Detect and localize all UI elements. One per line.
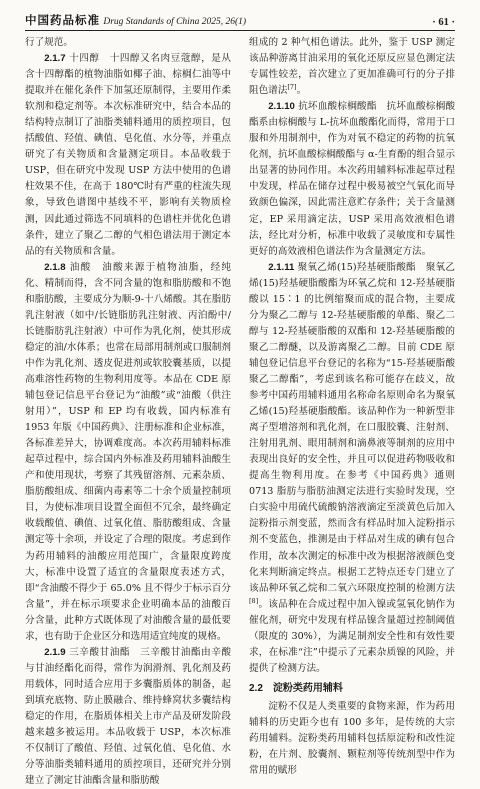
journal-title-en: Drug Standards of China 2025, 26(1) [103, 17, 247, 27]
journal-title-cn: 中国药品标准 [25, 13, 100, 27]
paragraph-continuation [249, 35, 455, 99]
section-number: 2.1.9 [44, 646, 66, 658]
section-text: 聚氧乙烯(15)羟基硬脂酸酯 聚氧乙烯(15)羟基硬脂酸酯为环氧乙烷和 12-羟基硬脂酸以 15∶1 的比例缩聚而成的混合物，主要成分为聚乙二醇与 12-羟基硬脂酸的单酯、聚乙二醇与 12-羟基硬脂酸的双酯和 12-羟基硬脂酸的聚乙二醇醚，以及游离聚乙二醇。目前 CDE 原辅包登记信息平台登记的名称为“15-羟基硬脂酸聚乙二醇酯”，考虑到该名称可能存在歧义，故参考中国药用辅料通用名称命名原则命名为聚氧乙烯(15)羟基硬脂酸酯。该品种作为一种新型非离子型增溶剂和乳化剂，在口服胶囊、注射剂、注射用乳剂、眼用制剂和滴鼻液等制剂的应用中表现出良好的安全性，并且可以促进药物吸收和提高生物利用度。在参考《中国药典》通则 0713 脂肪与脂肪油测定法进行实验时发现，空白实验中用硫代硫酸钠溶液滴定至淡黄色后加入淀粉指示剂变蓝，然而含有样品时加入淀粉指示剂不变蓝色，推测是由于样品对生成的碘有包合作用，故本次测定的标准中改为根据溶液颜色变化来判断滴定终点。根据工艺特点还专门建立了该品种环氧乙烷和二氧六环限度控制的检测方法 [249, 261, 455, 594]
section-text: 油酸 油酸来源于植物油脂，经纯化、精制而得，含不同含量的饱和脂肪酸和不饱和脂肪酸，主要成分为顺-9-十八烯酸。其在脂肪乳注射液（如中/长链脂肪乳注射液、丙泊酚中/长链脂肪乳注射液）中可作为乳化剂，使其形成稳定的油/水体系；也常在局部用制剂或口服制剂中作为乳化剂、透皮促进剂或软胶囊基质，以提高难溶性药物的生物利用度等。本品在 CDE 原辅包登记信息平台登记为“油酸”或“油酸（供注射用）”，USP 和 EP 均有收载，国内标准有 1953 年版《中国药典》、注册标准和企业标准，各标准差异大，协调难度高。本次药用辅料标准起草过程中，综合国内外标准及药用辅料油酸生产和使用现状，考察了其残留溶剂、元素杂质、脂肪酸组成、细菌内毒素等二十余个质量控制项目，为使标准项目设置全面但不冗余，最终确定收载酸值、碘值、过氧化值、脂肪酸组成、含量测定等十余项，并设定了合理的限度。考虑到作为药用辅料的油酸应用范围广，含量限度跨度大，标准中设置了适宜的含量限度表述方式，即“含油酸不得少于 65.0% 且不得少于标示百分含量”，并在标示项要求企业明确本品的油酸百分含量，此种方式既体现了对油酸含量的最低要求，也有助于企业区分和选用适宜纯度的规格。 [25, 261, 231, 642]
right-column [249, 35, 455, 777]
section-text: 三辛酸甘油酯 三辛酸甘油酯由辛酸与甘油经酯化而得，常作为润滑剂、乳化剂及药用载体，同时适合应用于多囊脂质体的制备，起到填充底物、防止膜融合、维持蜂窝状多囊结构稳定的作用，在脂质体相关上市产品及研发阶段越来越多被运用。本品收载于 USP，本次标准不仅制订了酸值、羟值、过氧化值、皂化值、水分等油脂类辅料通用的质控项目，还研究并分别建立了测定甘油酯含量和脂肪酸 [25, 646, 231, 787]
paragraph-continuation: 行了规范。 [25, 37, 73, 48]
section-number: 2.1.8 [44, 261, 66, 273]
citation-ref: [8] [249, 596, 259, 605]
section-text-cont: 。该品种在合成过程中加入镍或氢氧化钠作为催化剂，研究中发现有样品镍含量超过控制阈值（限度的 30%），为满足制剂安全性和有效性要求，在标准“注”中提示了元素杂质镍的风险，并提供了检测方法。 [249, 598, 455, 674]
section-2-1-7 [25, 51, 231, 260]
section-heading-2-2 [249, 681, 455, 697]
running-header [25, 8, 455, 31]
citation-ref: [7] [287, 82, 297, 91]
paragraph-text: 组成的 2 种气相色谱法。此外，鉴于 USP 测定该品种游离甘油采用的氧化还原反应显色测定法专属性较差，首次建立了更加准确可行的分子排阻色谱法 [249, 37, 455, 97]
paragraph-end: 。 [296, 85, 307, 97]
section-2-1-10 [249, 99, 455, 259]
section-number: 2.1.11 [268, 261, 295, 273]
section-text: 抗坏血酸棕榈酸酯 抗坏血酸棕榈酸酯系由棕榈酸与 L-抗坏血酸酯化而得，常用于口服和外用制剂中，作为对氧不稳定的药物的抗氧化剂，抗坏血酸棕榈酸酯与 α-生育酚的组合显示出显著的协同作用。本次药用辅料标准起草过程中发现，样品在储存过程中极易被空气氧化而导致颜色偏深，因此需注意贮存条件；关于含量测定，EP 采用滴定法，USP 采用高效液相色谱法，经比对分析，标准中收载了灵敏度和专属性更好的高效液相色谱法作为含量测定方法。 [249, 101, 455, 257]
section-2-2-body: 淀粉不仅是人类重要的食物来源，作为药用辅料的历史距今也有 100 多年，是传统的大宗药用辅料。淀粉类药用辅料包括原淀粉和改性淀粉，在片剂、胶囊剂、颗粒剂等传统剂型中作为常用的赋形 [249, 700, 455, 777]
two-column-body [25, 35, 455, 787]
section-number: 2.1.10 [268, 101, 295, 113]
journal-title [25, 14, 246, 28]
page-number: · 61 · [432, 17, 455, 28]
section-2-1-9 [25, 645, 231, 789]
left-column [25, 35, 231, 787]
section-2-1-8 [25, 260, 231, 645]
section-number: 2.1.7 [44, 53, 66, 65]
section-text: 十四醇 十四醇又名肉豆蔻醇，是从含十四醇酯的植物油脂如椰子油、棕榈仁油等中提取并在催化条件下加氢还原制得，主要用作柔软剂和稳定剂等。本次标准研究中，结合本品的结构特点制订了油脂类辅料通用的质控项目，包括酸值、羟值、碘值、皂化值、水分等，并重点研究了有关物质和含量测定项目。本品收载于 USP，但在研究中发现 USP 方法中使用的色谱柱效果不佳，在高于 180℃时有严重的柱流失现象，导致色谱图中基线不平，影响有关物质检测，因此通过筛选不同填料的色谱柱并优化色谱条件，建立了聚乙二醇的气相色谱法用于测定本品的有关物质和含量。 [25, 53, 231, 257]
section-2-1-11 [249, 260, 455, 677]
heading-number: 2.2 [249, 682, 263, 694]
heading-title: 淀粉类药用辅料 [272, 682, 343, 694]
